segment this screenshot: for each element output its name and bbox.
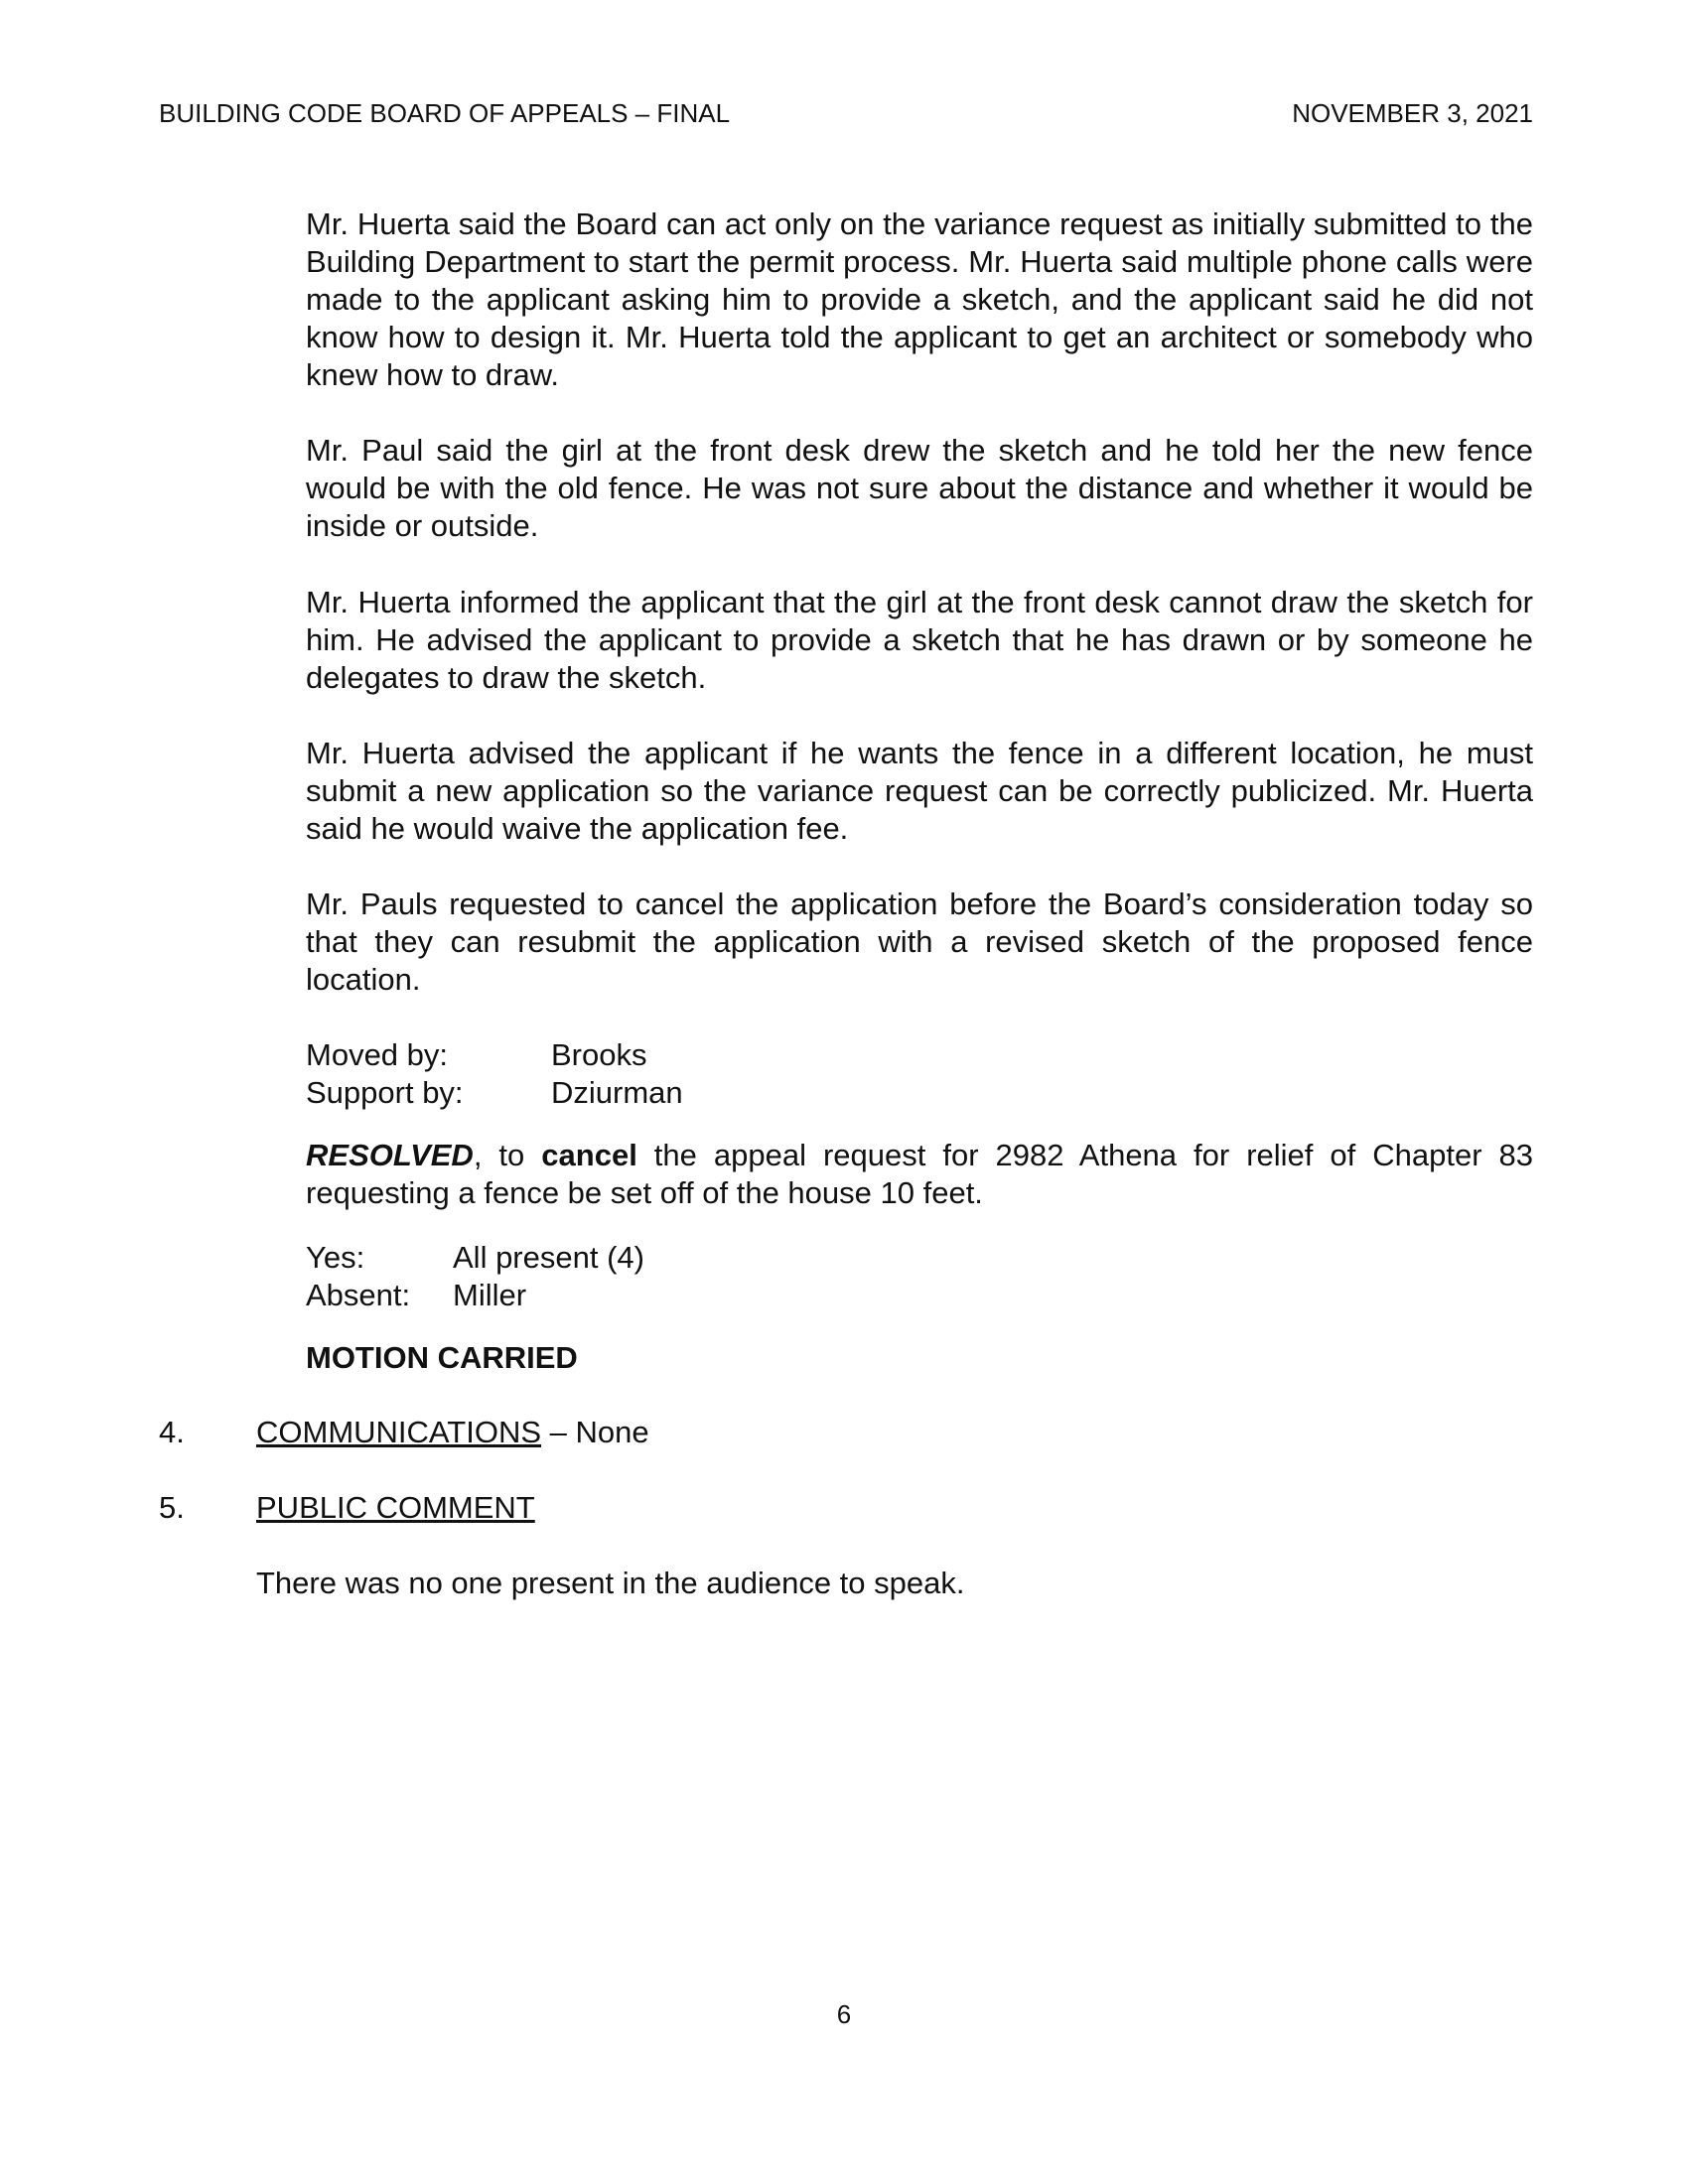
resolved-word: RESOLVED [306,1138,474,1172]
item-title: PUBLIC COMMENT [256,1490,535,1525]
public-comment-text: There was no one present in the audience to speak. [256,1566,965,1600]
header-date: NOVEMBER 3, 2021 [1292,98,1533,128]
header-title: BUILDING CODE BOARD OF APPEALS – FINAL [159,98,731,128]
vote-absent-value: Miller [453,1278,527,1312]
item-number: 5. [159,1490,185,1525]
item-title-row [256,1489,535,1527]
page-number: 6 [836,1999,852,2029]
item-title: COMMUNICATIONS [256,1415,542,1449]
moved-by-value: Brooks [551,1037,647,1072]
support-by-value: Dziurman [551,1075,683,1110]
paragraph: Mr. Paul said the girl at the front desk drew the sketch and he told her the new fence would be with the old fence. He was not sure about the distance and whether it would be inside or outside. [306,433,1533,543]
moved-by-label: Moved by: [306,1037,449,1072]
item-suffix: – None [541,1415,649,1449]
paragraph: Mr. Huerta advised the applicant if he wants the fence in a different location, he must submit a new application so the variance request can be correctly publicized. Mr. Huerta said he would waive the application fee. [306,736,1533,846]
vote-yes-value: All present (4) [453,1240,644,1275]
vote-yes-label: Yes: [306,1240,365,1275]
item-number: 4. [159,1415,185,1449]
resolution-text [306,1137,1533,1212]
paragraph: Mr. Huerta said the Board can act only on the variance request as initially submitted to the Building Department to start the permit process. Mr. Huerta said multiple phone calls were made to the applicant asking him to provide a sketch, and the applicant said he did not know how to design it. Mr. Huerta told the applicant to get an architect or somebody who knew how to draw. [306,206,1533,392]
paragraph: Mr. Huerta informed the applicant that the girl at the front desk cannot draw the sketch for him. He advised the applicant to provide a sketch that he has drawn or by someone he delegates to draw the sketch. [306,585,1533,695]
item-title-row [256,1414,649,1451]
cancel-word: cancel [541,1138,637,1172]
support-by-label: Support by: [306,1075,464,1110]
vote-absent-label: Absent: [306,1278,411,1312]
resolution-part1: , to [473,1138,542,1172]
paragraph: Mr. Pauls requested to cancel the application before the Board’s consideration today so that they can resubmit the application with a revised sketch of the proposed fence location. [306,887,1533,997]
resolution-part2: the appeal request for 2982 Athena for relief of Chapter 83 requesting a fence be set off of the house 10 feet. [306,1138,1533,1210]
motion-result: MOTION CARRIED [306,1340,578,1375]
